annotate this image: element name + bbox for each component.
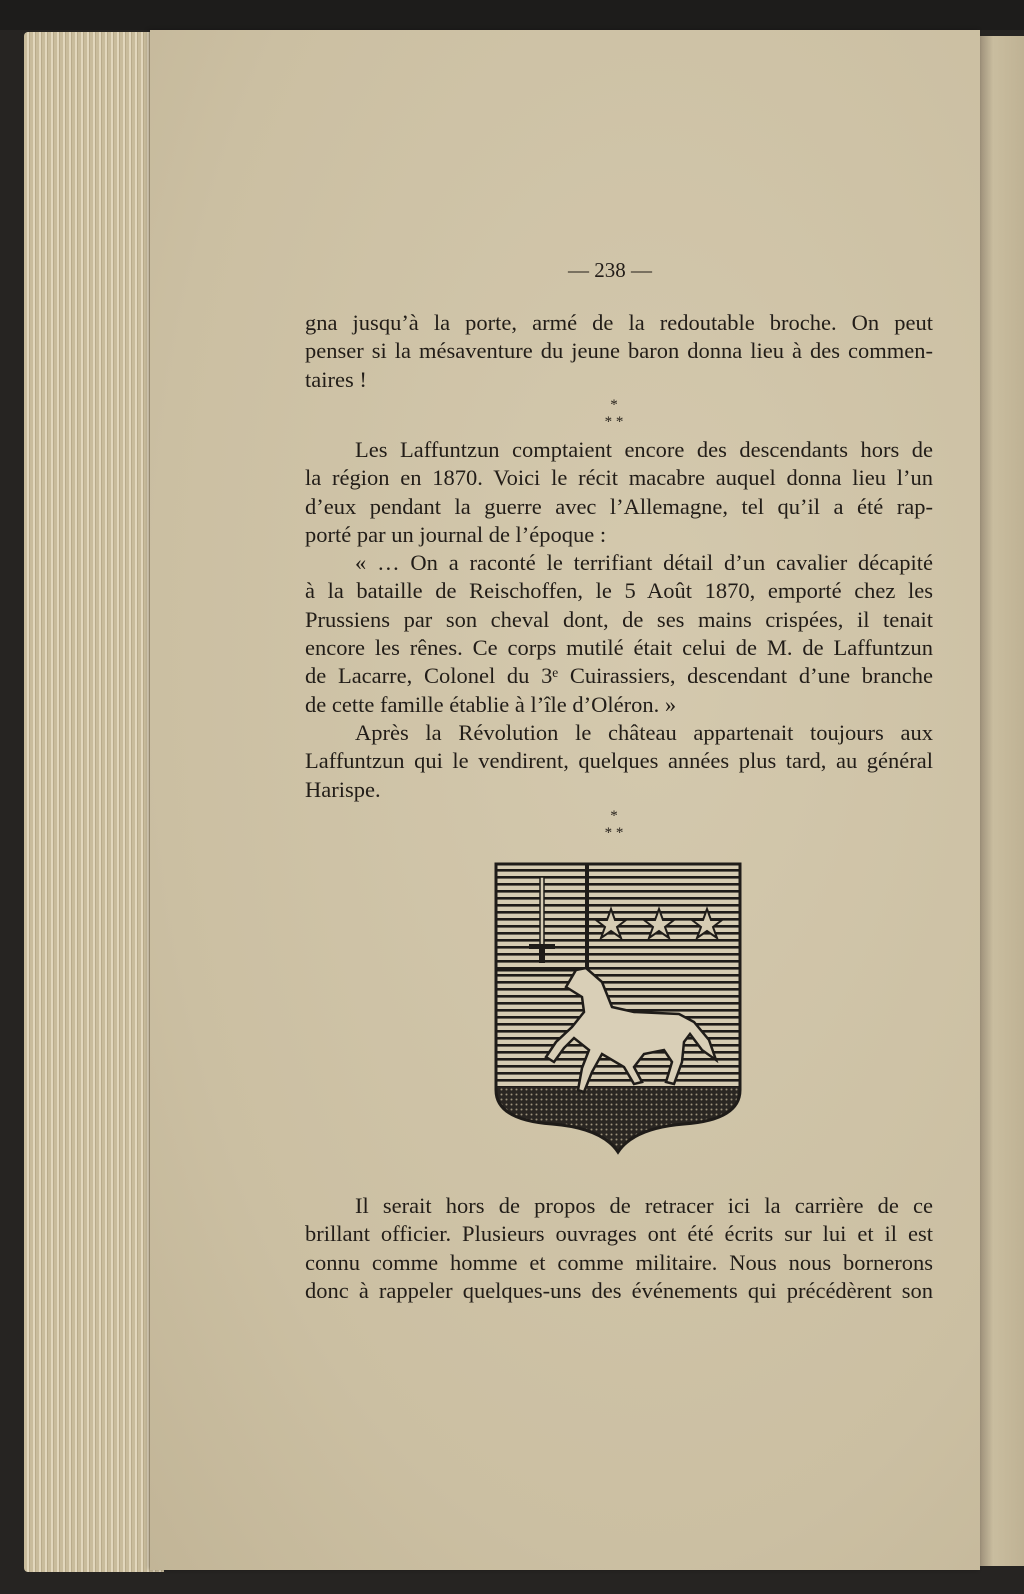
quote-line: « … On a raconté le terrifiant détail d’un cavalier décapité — [355, 550, 933, 576]
quote-line: de Lacarre, Colonel du 3ᵉ Cuirassiers, descendant d’une branche — [305, 663, 933, 689]
text-line: Les Laffuntzun comptaient encore des descendants hors de — [355, 437, 933, 462]
text-line: d’eux pendant la guerre avec l’Allemagne, tel qu’il a été rap- — [305, 493, 933, 519]
asterism-top: * — [610, 397, 618, 413]
paragraph-1 — [305, 309, 933, 394]
text-line: brillant officier. Plusieurs ouvrages ont été écrits sur lui et il est — [305, 1221, 933, 1247]
asterism-1 — [584, 397, 644, 431]
scan-background-top — [0, 0, 1024, 30]
asterism-2 — [584, 808, 644, 842]
text-line: Laffuntzun qui le vendirent, quelques années plus tard, au général — [305, 748, 933, 774]
next-page-edge — [980, 36, 1024, 1566]
text-line: Il serait hors de propos de retracer ici la carrière de ce — [355, 1193, 933, 1218]
asterism-top: * — [610, 808, 618, 824]
quote-line: à la bataille de Reischoffen, le 5 Août 1870, emporté chez les — [305, 578, 933, 604]
paragraph-5 — [305, 1192, 933, 1305]
coat-of-arms-shield — [494, 862, 744, 1157]
text-line: la région en 1870. Voici le récit macabre auquel donna lieu l’un — [305, 465, 933, 491]
text-line: Harispe. — [305, 776, 381, 802]
page-number: — 238 — — [568, 258, 652, 282]
text-line: taires ! — [305, 366, 367, 392]
text-line: donc à rappeler quelques-uns des événements qui précédèrent son — [305, 1277, 933, 1303]
text-line: porté par un journal de l’époque : — [305, 521, 607, 547]
asterism-bottom: * * — [604, 825, 624, 841]
quote-line: de cette famille établie à l’île d’Oléron. » — [305, 691, 677, 717]
text-line: connu comme homme et comme militaire. Nous nous bornerons — [305, 1249, 933, 1275]
asterism-bottom: * * — [604, 414, 624, 430]
quote-line: encore les rênes. Ce corps mutilé était celui de M. de Laffuntzun — [305, 635, 933, 661]
text-line: Après la Révolution le château appartenait toujours aux — [355, 719, 933, 745]
text-line: penser si la mésaventure du jeune baron donna lieu à des commen- — [305, 338, 933, 364]
text-line: gna jusqu’à la porte, armé de la redoutable broche. On peut — [305, 310, 933, 335]
paragraph-2 — [305, 436, 933, 804]
quote-line: Prussiens par son cheval dont, de ses mains crispées, il tenait — [305, 606, 933, 632]
page-edges-stack — [24, 32, 164, 1572]
